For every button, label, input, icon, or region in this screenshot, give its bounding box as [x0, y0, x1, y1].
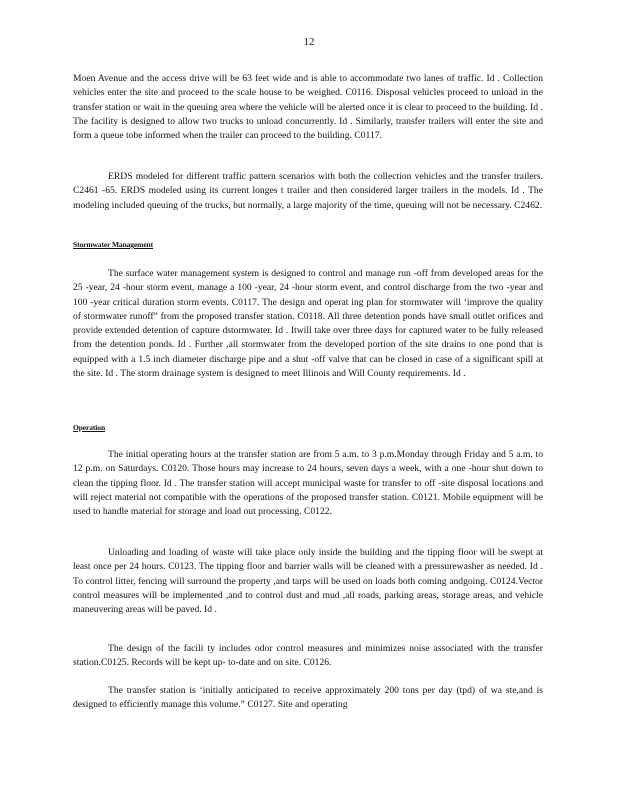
- heading-text: Operation: [73, 423, 106, 432]
- paragraph-text: The transfer station is ‘initially anticipated to receive approximately 200 tons per day (tpd) of wa ste,and is designed to efficiently manage this volume.” C0127. Site and operating: [73, 685, 543, 711]
- paragraph-capacity: [73, 684, 543, 713]
- paragraph-access-drive: [73, 72, 543, 143]
- paragraph-operating-hours: [73, 448, 543, 519]
- paragraph-text: The design of the facili ty includes odor control measures and minimizes noise associated with the transfer station.C0125. Records will be kept up- to-date and on site. C0126.: [73, 643, 543, 669]
- paragraph-text: ERDS modeled for different traffic pattern scenarios with both the collection vehicles and the transfer trailers. C2461 -65. ERDS modeled using its current longes t trailer and then considered larger trailers in the models. Id . The modeling included queuing of the trucks, but normally, a large majority of the time, queuing will not be necessary. C2462.: [73, 171, 543, 211]
- paragraph-odor-control: [73, 642, 543, 671]
- paragraph-text: The initial operating hours at the transfer station are from 5 a.m. to 3 p.m.Monday through Friday and 5 a.m. to 12 p.m. on Saturdays. C0120. Those hours may increase to 24 hours, seven days a week, with a one -hour shut down to clean the tipping floor. Id . The transfer station will accept municipal waste for transfer to off -site disposal locations and will reject material not compatible with the operations of the proposed transfer station. C0121. Mobile equipment will be used to handle material for storage and load out processing. C0122.: [73, 449, 543, 518]
- paragraph-stormwater: [73, 267, 543, 381]
- heading-text: Stormwater Management: [73, 240, 154, 249]
- paragraph-loading: [73, 546, 543, 617]
- paragraph-erds-modeling: [73, 170, 543, 213]
- paragraph-text: Moen Avenue and the access drive will be 63 feet wide and is able to accommodate two lanes of traffic. Id . Collection vehicles enter the site and proceed to the scale house to be weighed. C0116. Disposal vehicles proceed to unload in the transfer station or wait in the queuing area where the vehicle will be alerted once it is clear to proceed to the building. Id . The facility is designed to allow two trucks to unload concurrently. Id . Similarly, transfer trailers will enter the site and form a queue tobe informed when the trailer can proceed to the building. C0117.: [73, 73, 543, 142]
- page-number: 12: [303, 36, 315, 48]
- section-heading-operation: [73, 423, 543, 432]
- paragraph-text: Unloading and loading of waste will take place only inside the building and the tipping floor will be swept at least once per 24 hours. C0123. The tipping floor and barrier walls will be cleaned with a pressurewasher as needed. Id . To control litter, fencing will surround the property ,and tarps will be used on loads both coming andgoing. C0124.Vector control measures will be implemented ,and to control dust and mud ,all roads, parking areas, storage areas, and vehicle maneuvering areas will be paved. Id .: [73, 547, 543, 616]
- paragraph-text: The surface water management system is designed to control and manage run -off from developed areas for the 25 -year, 24 -hour storm event, manage a 100 -year, 24 -hour storm event, and control discharge from the two -year and 100 -year critical duration storm events. C0117. The design and operat ing plan for stormwater will ‘improve the quality of stormwater runoff” from the proposed transfer station. C0118. All three detention ponds have small outlet orifices and provide extended detention of capture dstormwater. Id . Itwill take over three days for captured water to be fully released from the detention ponds. Id . Further ,all stormwater from the developed portion of the site drains to one pond that is equipped with a 1.5 inch diameter discharge pipe and a shut -off valve that can be closed in case of a significant spill at the site. Id . The storm drainage system is designed to meet Illinois and Will County requirements. Id .: [73, 268, 543, 380]
- section-heading-stormwater: [73, 240, 543, 249]
